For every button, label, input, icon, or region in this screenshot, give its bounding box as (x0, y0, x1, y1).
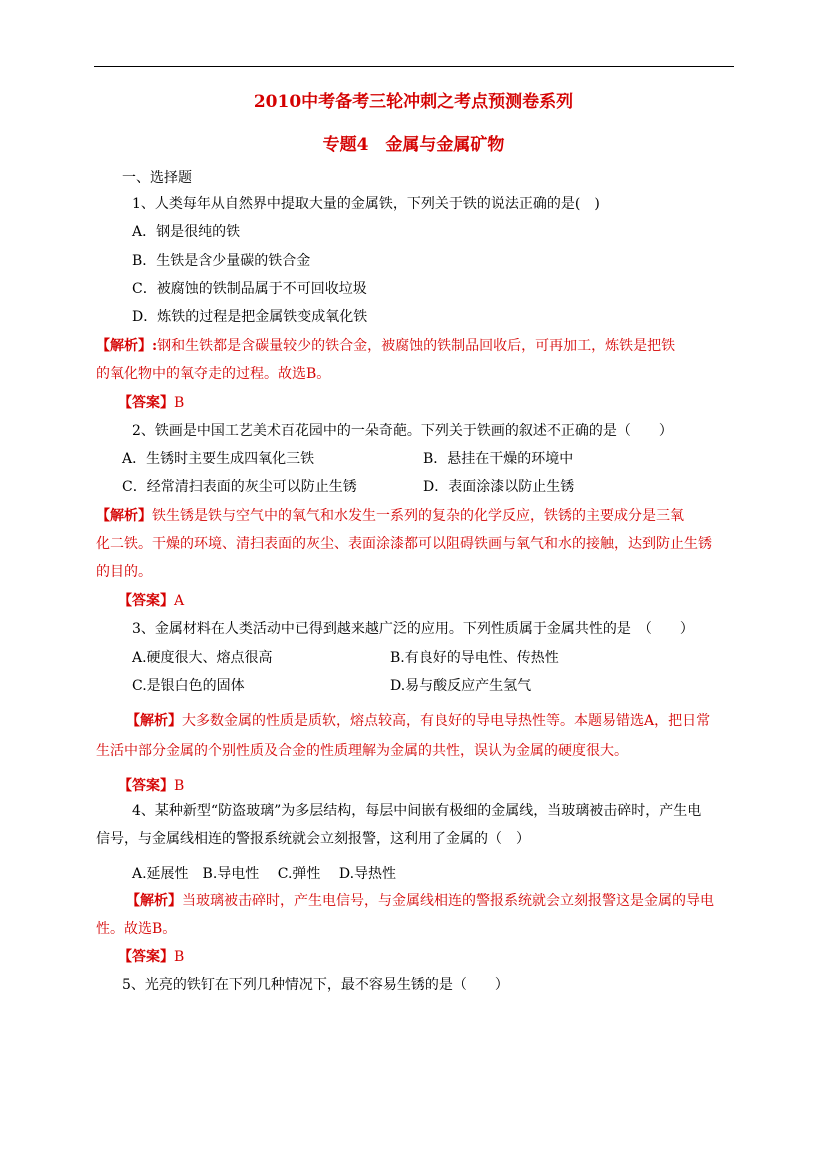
page-title: 2010中考备考三轮冲刺之考点预测卷系列 (253, 92, 574, 112)
q1-option-a: A．钢是很纯的铁 (132, 224, 241, 240)
q3-analysis-line-2: 生活中部分金属的个别性质及合金的性质理解为金属的共性，误认为金属的硬度很大。 (96, 743, 628, 759)
q4-stem-line-1: 4、某种新型“防盗玻璃”为多层结构，每层中间嵌有极细的金属线，当玻璃被击碎时，产生电 (132, 803, 702, 819)
q2-option-d: D．表面涂漆以防止生锈 (423, 479, 575, 495)
q2-answer (118, 591, 184, 611)
q2-stem: 2、铁画是中国工艺美术百花园中的一朵奇葩。下列关于铁画的叙述不正确的是（ ） (132, 423, 673, 439)
q3-option-d: D.易与酸反应产生氢气 (390, 678, 532, 694)
q2-option-a: A．生锈时主要生成四氧化三铁 (122, 451, 315, 467)
q2-option-c: C．经常清扫表面的灰尘可以防止生锈 (122, 479, 357, 495)
q4-answer (118, 947, 184, 967)
q1-analysis-text-1: 钢和生铁都是含碳量较少的铁合金，被腐蚀的铁制品回收后，可再加工，炼铁是把铁 (157, 338, 676, 354)
q4-analysis-line-1 (126, 891, 714, 911)
q4-answer-value: B (174, 949, 185, 965)
q2-analysis-line-3: 的目的。 (96, 564, 152, 580)
q3-stem: 3、金属材料在人类活动中已得到越来越广泛的应用。下列性质属于金属共性的是 （ ） (132, 621, 694, 637)
q4-stem-line-2: 信号，与金属线相连的警报系统就会立刻报警，这利用了金属的（ ） (96, 831, 530, 847)
q3-answer-tag: 【答案】 (118, 778, 174, 794)
q5-stem: 5、光亮的铁钉在下列几种情况下，最不容易生锈的是（ ） (122, 977, 509, 993)
q3-option-a: A.硬度很大、熔点很高 (132, 650, 273, 666)
q1-analysis-tag: 【解析】: (96, 338, 158, 354)
q1-answer (118, 393, 184, 413)
q4-analysis-line-2: 性。故选B。 (96, 921, 177, 937)
q3-analysis-line-1 (126, 711, 710, 731)
q1-analysis-line-2: 的氧化物中的氧夺走的过程。故选B。 (96, 366, 331, 382)
q1-option-b: B．生铁是含少量碳的铁合金 (132, 253, 311, 269)
q2-analysis-line-1 (96, 506, 684, 526)
page-subtitle: 专题4 金属与金属矿物 (322, 135, 505, 155)
q4-options: A.延展性 B.导电性 C.弹性 D.导热性 (132, 866, 397, 882)
q1-answer-value: B (174, 395, 185, 411)
q3-analysis-tag: 【解析】 (126, 713, 182, 729)
q4-answer-tag: 【答案】 (118, 949, 174, 965)
q1-analysis-line-1 (96, 336, 675, 356)
q1-answer-tag: 【答案】 (118, 395, 174, 411)
q2-analysis-text-1: 铁生锈是铁与空气中的氧气和水发生一系列的复杂的化学反应，铁锈的主要成分是三氧 (152, 508, 684, 524)
header-rule (94, 66, 734, 67)
section-heading: 一、选择题 (122, 170, 192, 186)
q3-answer-value: B (174, 778, 185, 794)
q4-analysis-tag: 【解析】 (126, 893, 182, 909)
q3-option-b: B.有良好的导电性、传热性 (390, 650, 559, 666)
q1-stem: 1、人类每年从自然界中提取大量的金属铁，下列关于铁的说法正确的是( ) (132, 196, 600, 212)
q2-analysis-tag: 【解析】 (96, 508, 152, 524)
q3-analysis-text-1: 大多数金属的性质是质软，熔点较高，有良好的导电导热性等。本题易错选A，把日常 (182, 713, 711, 729)
q2-option-b: B．悬挂在干燥的环境中 (423, 451, 574, 467)
q2-answer-tag: 【答案】 (118, 593, 174, 609)
q1-option-d: D．炼铁的过程是把金属铁变成氧化铁 (132, 309, 368, 325)
q3-answer (118, 776, 184, 796)
q3-option-c: C.是银白色的固体 (132, 678, 245, 694)
q1-option-c: C．被腐蚀的铁制品属于不可回收垃圾 (132, 281, 367, 297)
q2-analysis-line-2: 化二铁。干燥的环境、清扫表面的灰尘、表面涂漆都可以阻碍铁画与氧气和水的接触，达到防止生锈 (96, 536, 712, 552)
q2-answer-value: A (174, 593, 185, 609)
q4-analysis-text-1: 当玻璃被击碎时，产生电信号，与金属线相连的警报系统就会立刻报警这是金属的导电 (182, 893, 714, 909)
